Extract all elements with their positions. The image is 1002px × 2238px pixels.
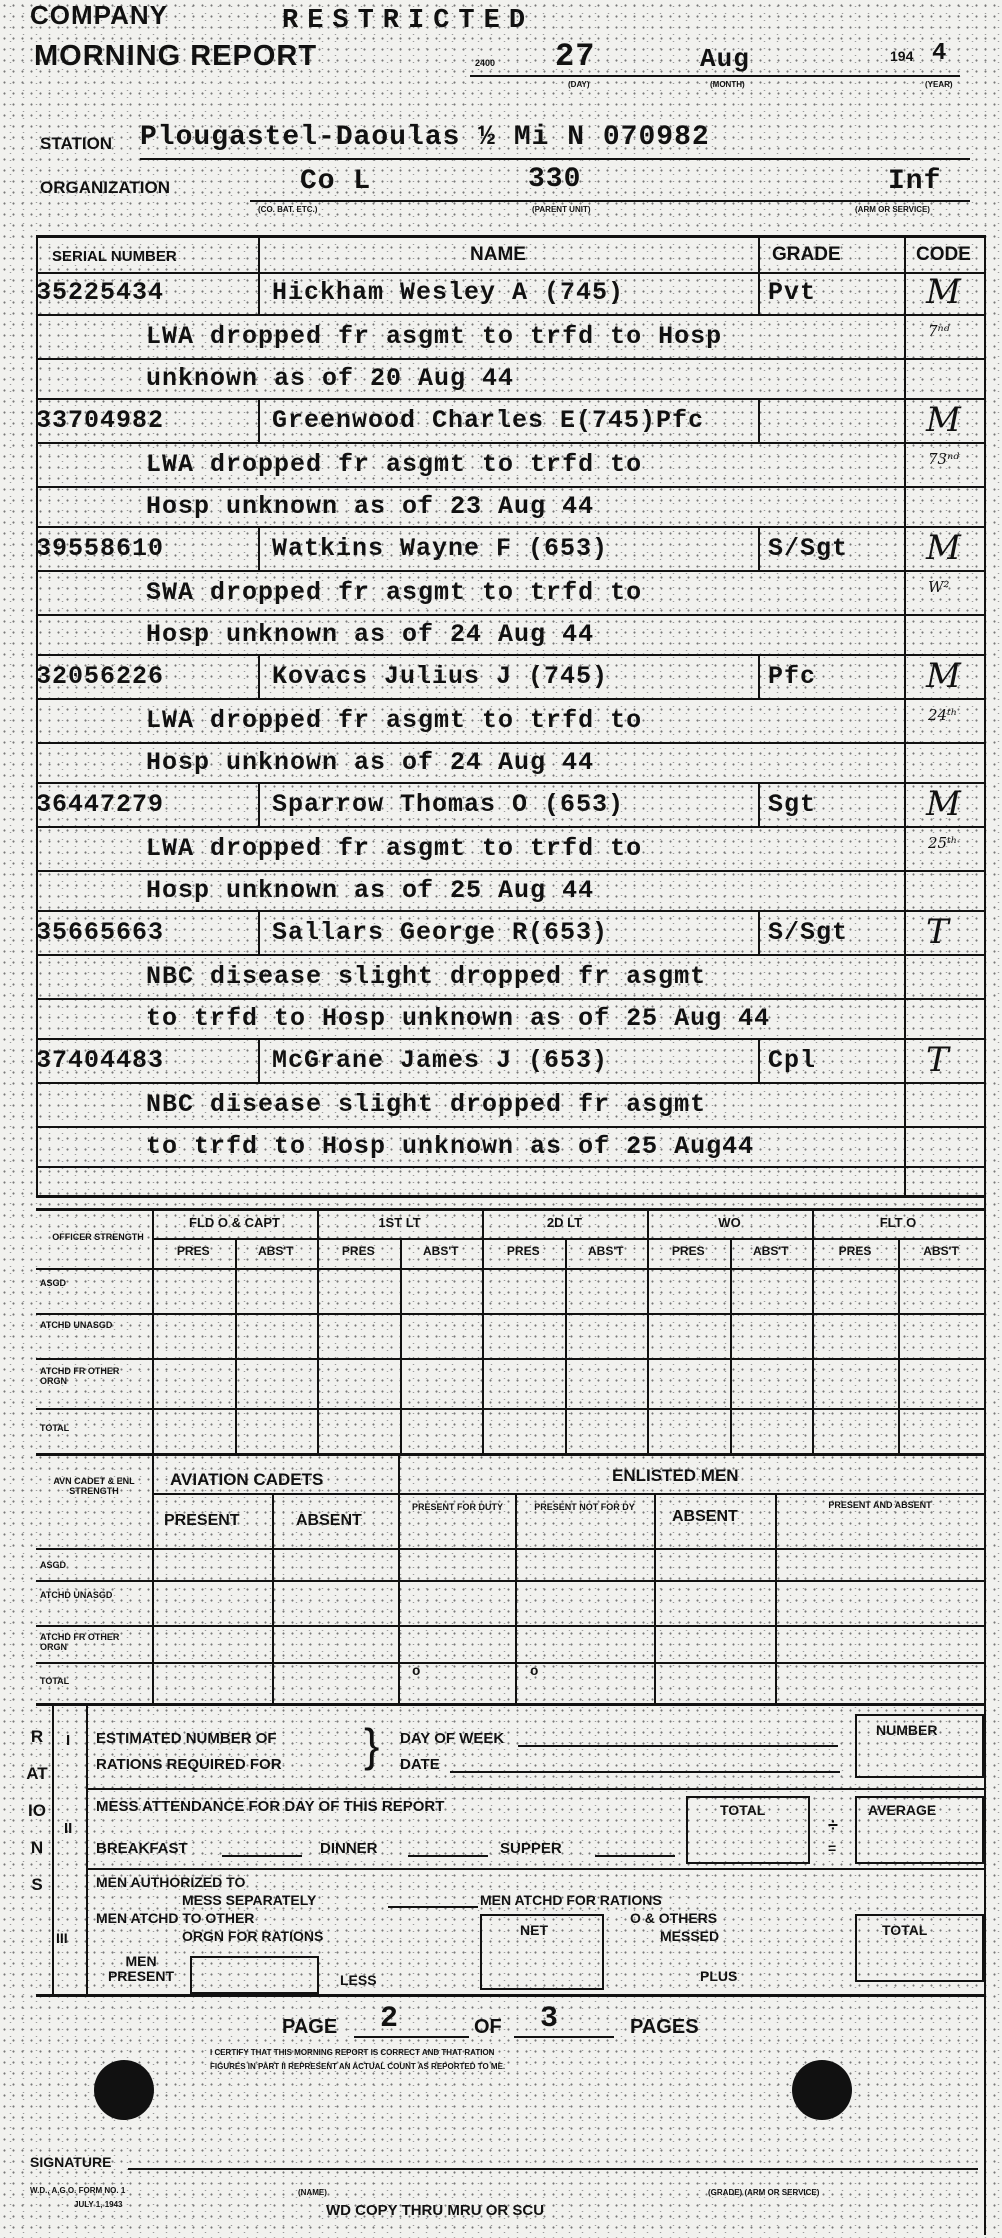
total-mark-pfd: o bbox=[412, 1664, 422, 1680]
entry-divider bbox=[36, 314, 986, 316]
entry-grade: Cpl bbox=[768, 1046, 817, 1075]
report-time: 2400 bbox=[475, 58, 496, 68]
rations-section-ii: II bbox=[64, 1820, 73, 1837]
net-label: NET bbox=[520, 1922, 548, 1938]
men-authorized-label: MEN AUTHORIZED TO bbox=[96, 1874, 246, 1890]
officer-row-divider bbox=[36, 1408, 984, 1410]
name-column-header: NAME bbox=[470, 244, 526, 265]
officer-abst-header: ABS'T bbox=[257, 1244, 294, 1258]
entry-code: T bbox=[926, 912, 949, 952]
entry-note: 24ᵗʰ bbox=[928, 706, 958, 724]
cadet-row-label: ATCHD FR OTHER ORGN bbox=[40, 1632, 120, 1652]
officer-header-divider bbox=[152, 1238, 984, 1240]
entry-grade: Pvt bbox=[768, 278, 817, 307]
entry-remark-line2: to trfd to Hosp unknown as of 25 Aug44 bbox=[146, 1132, 755, 1161]
entry-serial: 33704982 bbox=[36, 406, 165, 435]
entry-name: McGrane James J (653) bbox=[272, 1046, 609, 1075]
name-caption: (NAME) bbox=[298, 2188, 327, 2197]
org-parent-caption: (PARENT UNIT) bbox=[532, 205, 591, 214]
entry-remark-line1: SWA dropped fr asgmt to trfd to bbox=[146, 578, 643, 607]
cadet-row-label: TOTAL bbox=[40, 1676, 70, 1686]
entry-name: Hickham Wesley A (745) bbox=[272, 278, 625, 307]
entry-divider bbox=[36, 998, 986, 1000]
officer-group-divider bbox=[647, 1208, 649, 1453]
cadet-row-labels bbox=[36, 1548, 152, 1703]
total-rations-label: TOTAL bbox=[882, 1922, 928, 1938]
men-atchd-rations-label: MEN ATCHD FOR RATIONS bbox=[480, 1892, 662, 1908]
signature-label: SIGNATURE bbox=[30, 2154, 112, 2170]
entry-divider bbox=[36, 614, 986, 616]
entry-code: T bbox=[926, 1040, 949, 1080]
officer-row-label: ATCHD UNASGD bbox=[40, 1320, 113, 1330]
entry-row bbox=[36, 528, 986, 656]
entry-divider bbox=[36, 486, 986, 488]
officer-pres-header: PRES bbox=[506, 1244, 540, 1258]
station-value: Plougastel-Daoulas ½ Mi N 070982 bbox=[140, 122, 710, 153]
entry-name: Kovacs Julius J (745) bbox=[272, 662, 609, 691]
entry-grade: S/Sgt bbox=[768, 918, 849, 947]
entry-grade: Sgt bbox=[768, 790, 817, 819]
report-day: 27 bbox=[555, 38, 596, 75]
entry-col-divider bbox=[258, 272, 260, 314]
supper-label: SUPPER bbox=[500, 1840, 562, 1857]
enlisted-absent-header: ABSENT bbox=[672, 1508, 738, 1525]
page-label: PAGE bbox=[282, 2016, 338, 2038]
avn-cadet-strength-label: AVN CADET & ENL STRENGTH bbox=[53, 1476, 135, 1496]
entry-serial: 36447279 bbox=[36, 790, 165, 819]
officer-group-header: FLD O & CAPT bbox=[189, 1215, 280, 1230]
org-company: Co L bbox=[300, 166, 372, 197]
entry-remark-line1: LWA dropped fr asgmt to trfd to bbox=[146, 706, 643, 735]
entry-code: M bbox=[926, 272, 961, 312]
report-year-prefix: 194 bbox=[890, 48, 914, 64]
messed-label: MESSED bbox=[660, 1928, 720, 1944]
entry-remark-line2: Hosp unknown as of 25 Aug 44 bbox=[146, 876, 595, 905]
men-atchd-other-label: MEN ATCHD TO OTHER bbox=[96, 1910, 255, 1926]
entry-code: M bbox=[926, 400, 961, 440]
entry-serial: 35665663 bbox=[36, 918, 165, 947]
entry-remark-line2: Hosp unknown as of 24 Aug 44 bbox=[146, 748, 595, 777]
entry-remark-line2: unknown as of 20 Aug 44 bbox=[146, 364, 515, 393]
dinner-label: DINNER bbox=[320, 1840, 378, 1857]
less-label: LESS bbox=[340, 1972, 377, 1988]
entry-col-divider bbox=[758, 784, 760, 826]
aviation-cadets-header: AVIATION CADETS bbox=[170, 1470, 324, 1489]
cadets-present-header: PRESENT bbox=[164, 1512, 240, 1529]
officer-col-divider bbox=[235, 1238, 237, 1453]
entry-name: Greenwood Charles E(745)Pfc bbox=[272, 406, 705, 435]
entry-row bbox=[36, 400, 986, 528]
serial-column-header: SERIAL NUMBER bbox=[52, 248, 177, 265]
entry-row bbox=[36, 912, 986, 1040]
entry-remark-line1: NBC disease slight dropped fr asgmt bbox=[146, 962, 707, 991]
rations-required-label: RATIONS REQUIRED FOR bbox=[96, 1756, 282, 1773]
entry-col-divider bbox=[758, 272, 760, 314]
officer-row-label: TOTAL bbox=[40, 1423, 70, 1433]
company-heading: COMPANY bbox=[30, 0, 168, 30]
entry-divider bbox=[36, 1082, 986, 1084]
entry-row bbox=[36, 656, 986, 784]
org-arm: Inf bbox=[888, 166, 942, 197]
entry-col-divider bbox=[258, 784, 260, 826]
form-number: W.D., A.G.O. FORM NO. 1 bbox=[30, 2186, 126, 2195]
entry-row bbox=[36, 784, 986, 912]
officer-group-header: 2D LT bbox=[546, 1215, 583, 1230]
entry-divider bbox=[36, 954, 986, 956]
entry-divider bbox=[36, 1126, 986, 1128]
entry-divider bbox=[36, 1166, 986, 1168]
enlisted-men-header: ENLISTED MEN bbox=[612, 1466, 739, 1485]
entry-divider bbox=[36, 570, 986, 572]
entry-divider bbox=[36, 698, 986, 700]
entry-col-divider bbox=[258, 528, 260, 570]
rations-section-iii: III bbox=[56, 1930, 68, 1946]
month-caption: (MONTH) bbox=[710, 80, 745, 89]
entry-remark-line2: Hosp unknown as of 24 Aug 44 bbox=[146, 620, 595, 649]
org-arm-caption: (ARM OR SERVICE) bbox=[855, 205, 930, 214]
entry-serial: 32056226 bbox=[36, 662, 165, 691]
officer-abst-header: ABS'T bbox=[422, 1244, 459, 1258]
breakfast-label: BREAKFAST bbox=[96, 1840, 188, 1857]
officer-group-divider bbox=[317, 1208, 319, 1453]
officer-strength-label: OFFICER STRENGTH bbox=[52, 1232, 144, 1242]
year-caption: (YEAR) bbox=[925, 80, 953, 89]
entry-col-divider bbox=[758, 528, 760, 570]
page-number: 2 bbox=[380, 2002, 400, 2036]
restricted-stamp: RESTRICTED bbox=[282, 6, 535, 36]
officer-abst-header: ABS'T bbox=[587, 1244, 624, 1258]
organization-label: ORGANIZATION bbox=[40, 178, 171, 197]
station-label: STATION bbox=[40, 134, 113, 153]
total-mark-pnfd: o bbox=[530, 1664, 540, 1680]
mess-attendance-label: MESS ATTENDANCE FOR DAY OF THIS REPORT bbox=[96, 1798, 445, 1815]
officer-group-header: FLT O bbox=[879, 1215, 917, 1230]
report-month: Aug bbox=[700, 44, 750, 74]
org-parent-unit: 330 bbox=[528, 164, 582, 195]
entry-serial: 35225434 bbox=[36, 278, 165, 307]
entry-col-divider bbox=[258, 1040, 260, 1082]
report-year-digit: 4 bbox=[932, 40, 948, 67]
entry-col-divider bbox=[258, 400, 260, 442]
officer-row-divider bbox=[36, 1358, 984, 1360]
average-label: AVERAGE bbox=[868, 1802, 937, 1818]
officer-group-divider bbox=[812, 1208, 814, 1453]
entry-remark-line1: LWA dropped fr asgmt to trfd to Hosp bbox=[146, 322, 723, 351]
officer-pres-header: PRES bbox=[176, 1244, 210, 1258]
certify-line-1: I CERTIFY THAT THIS MORNING REPORT IS CORRECT AND THAT RATION bbox=[210, 2048, 495, 2057]
officer-group-divider bbox=[482, 1208, 484, 1453]
entry-grade: S/Sgt bbox=[768, 534, 849, 563]
officer-row-label: ASGD bbox=[40, 1278, 67, 1288]
entry-note: W² bbox=[928, 578, 950, 596]
org-company-caption: (CO. BAT. ETC.) bbox=[258, 205, 318, 214]
entry-name: Sallars George R(653) bbox=[272, 918, 609, 947]
entry-code: M bbox=[926, 656, 961, 696]
entry-row bbox=[36, 1040, 986, 1168]
entry-col-divider bbox=[258, 656, 260, 698]
entry-name: Sparrow Thomas O (653) bbox=[272, 790, 625, 819]
entry-divider bbox=[36, 442, 986, 444]
orgn-rations-label: ORGN FOR RATIONS bbox=[182, 1928, 324, 1944]
morning-report-heading: MORNING REPORT bbox=[34, 40, 318, 72]
code-column-header: CODE bbox=[916, 244, 971, 265]
entry-remark-line2: Hosp unknown as of 23 Aug 44 bbox=[146, 492, 595, 521]
total-meals-label: TOTAL bbox=[720, 1802, 766, 1818]
officer-group-header: WO bbox=[718, 1215, 741, 1230]
wd-copy-label: WD COPY THRU MRU OR SCU bbox=[326, 2202, 545, 2219]
entry-col-divider bbox=[258, 912, 260, 954]
estimated-number-label: ESTIMATED NUMBER OF bbox=[96, 1730, 277, 1747]
grade-column-header: GRADE bbox=[772, 244, 841, 265]
officer-row-label: ATCHD FR OTHER ORGN bbox=[40, 1366, 120, 1386]
cadet-row-label: ASGD bbox=[40, 1560, 67, 1570]
officer-col-divider bbox=[400, 1238, 402, 1453]
officer-row-labels bbox=[36, 1208, 152, 1453]
divide-sign: ÷ bbox=[828, 1815, 838, 1835]
officer-pres-header: PRES bbox=[838, 1244, 872, 1258]
entry-col-divider bbox=[758, 400, 760, 442]
of-label: OF bbox=[474, 2016, 502, 2038]
entry-serial: 37404483 bbox=[36, 1046, 165, 1075]
punch-hole-left bbox=[94, 2060, 154, 2120]
pages-label: PAGES bbox=[630, 2016, 699, 2038]
officer-abst-header: ABS'T bbox=[752, 1244, 789, 1258]
entry-grade: Pfc bbox=[768, 662, 817, 691]
morning-report-form: COMPANY RESTRICTED MORNING REPORT 2400 27 Aug 194 4 (DAY) (MONTH) (YEAR) STATION Plougastel-Daoulas ½ Mi N 070982 ORGANIZATION Co L 330 Inf (CO. BAT. ETC.) (PARENT UNIT) (ARM OR SERVICE) SERIAL NUMBER NAME GRADE CODE 35225434 Hickham Wesley A (745) Pvt M LWA dropped fr asgmt to trfd to Hosp unknown as of 20 Aug 44 7ⁿᵈ 33704982 Greenwood Charles E(745)Pfc M LWA dropped fr asgmt to trfd to Hosp unknown as of 23 Aug 44 73ⁿᵈ 39558610 Watkins Wayne F (653) S/Sgt M SWA dropped fr asgmt to trfd to Hosp unknown as of 24 Aug 44 W² 32056226 Kovacs Julius J (745) Pfc M LWA dropped fr asgmt to trfd to Hosp unknown as of 24 Aug 44 24ᵗʰ 36447279 Sparrow Thomas O (653) Sgt M LWA dropped fr asgmt to trfd to Hosp unknown as of 25 Aug 44 25ᵗʰ 35665663 Sallars George R(653) S/Sgt T NBC disease slight dropped fr asgmt to trfd to Hosp unknown as of 25 Aug 44 37404483 McGrane James J (653) Cpl T NBC disease slight dropped fr asgmt to trfd to Hosp unknown as of 25 Aug44 OFFICER STRENGTH FLD O & CAPT PRES ABS'T 1ST LT PRES ABS'T 2D LT PRES ABS'T WO PRES ABS'T FLT O PRES ABS'T ASGD ATCHD UNASGD ATCHD FR OTHER ORGN TOTAL AVN CADET & ENL STRENGTH AVIATION CADETS ENLISTED MEN PRESENT ABSENT PRESENT FOR DUTY PRESENT NOT FOR DY ABSENT PRESENT AND ABSENT ASGD ATCHD UNASGD ATCHD FR OTHER ORGN TOTAL o o RATIONS I II III ESTIMATED NUMBER OF RATIONS REQUIRED FOR } DAY OF WEEK DATE NUMBER MESS ATTENDANCE FOR DAY OF THIS REPORT BREAKFAST DINNER SUPPER TOTAL ÷ = AVERAGE MEN AUTHORIZED TO MESS SEPARATELY MEN ATCHD FOR RATIONS O & OTHERS MESSED MEN ATCHD TO OTHER ORGN FOR RATIONS NET TOTAL MEN PRESENT LESS PLUS PAGE 2 OF 3 PAGES I CERTIFY THAT THIS MORNING REPORT IS CORRECT AND THAT RATION FIGURES IN PART II REPRESENT AN ACTUAL COUNT AS REPORTED TO ME. SIGNATURE W.D., A.G.O. FORM NO. 1 JULY 1, 1943 (NAME) (GRADE) (ARM OR SERVICE) WD COPY THRU MRU OR SCU bbox=[0, 0, 1002, 2238]
entry-serial: 39558610 bbox=[36, 534, 165, 563]
entry-note: 25ᵗʰ bbox=[928, 834, 958, 852]
form-date: JULY 1, 1943 bbox=[74, 2200, 123, 2209]
entry-note: 7ⁿᵈ bbox=[928, 322, 950, 340]
officer-abst-header: ABS'T bbox=[923, 1244, 959, 1258]
officer-pres-header: PRES bbox=[341, 1244, 375, 1258]
certify-line-2: FIGURES IN PART II REPRESENT AN ACTUAL COUNT AS REPORTED TO ME. bbox=[210, 2062, 506, 2071]
grade-caption: (GRADE) (ARM OR SERVICE) bbox=[708, 2188, 820, 2197]
cadets-absent-header: ABSENT bbox=[296, 1512, 362, 1529]
present-not-for-duty-header: PRESENT NOT FOR DY bbox=[534, 1502, 635, 1512]
entry-name: Watkins Wayne F (653) bbox=[272, 534, 609, 563]
rations-section-i: I bbox=[66, 1732, 71, 1749]
officer-row-divider bbox=[36, 1268, 984, 1270]
entry-remark-line1: LWA dropped fr asgmt to trfd to bbox=[146, 450, 643, 479]
officer-col-divider bbox=[730, 1238, 732, 1453]
officer-pres-header: PRES bbox=[671, 1244, 705, 1258]
entry-col-divider bbox=[758, 912, 760, 954]
men-present-box bbox=[190, 1956, 319, 1994]
present-for-duty-header: PRESENT FOR DUTY bbox=[411, 1502, 503, 1512]
number-label: NUMBER bbox=[876, 1722, 938, 1738]
day-caption: (DAY) bbox=[568, 80, 590, 89]
officer-col-divider bbox=[898, 1238, 900, 1453]
men-present-label: MEN PRESENT bbox=[107, 1953, 175, 1984]
entry-col-divider bbox=[758, 1040, 760, 1082]
entry-note: 73ⁿᵈ bbox=[928, 450, 960, 468]
date-label: DATE bbox=[400, 1756, 440, 1773]
cadet-row-label: ATCHD UNASGD bbox=[40, 1590, 113, 1600]
day-of-week-label: DAY OF WEEK bbox=[400, 1730, 505, 1747]
rations-vertical-text: RATIONS bbox=[26, 1727, 48, 1894]
officer-strength-table bbox=[152, 1208, 984, 1453]
entry-divider bbox=[36, 358, 986, 360]
punch-hole-right bbox=[792, 2060, 852, 2120]
total-pages: 3 bbox=[540, 2002, 560, 2036]
officer-row-divider bbox=[36, 1313, 984, 1315]
entry-code: M bbox=[926, 784, 961, 824]
entry-divider bbox=[36, 826, 986, 828]
entry-divider bbox=[36, 870, 986, 872]
present-and-absent-header: PRESENT AND ABSENT bbox=[828, 1500, 932, 1510]
entries-list bbox=[36, 272, 986, 1172]
plus-label: PLUS bbox=[700, 1968, 738, 1984]
entry-divider bbox=[36, 742, 986, 744]
officer-group-header: 1ST LT bbox=[378, 1215, 421, 1230]
officer-col-divider bbox=[565, 1238, 567, 1453]
entry-col-divider bbox=[758, 656, 760, 698]
mess-separately-label: MESS SEPARATELY bbox=[182, 1892, 317, 1908]
o-others-label: O & OTHERS bbox=[630, 1910, 718, 1926]
entry-code: M bbox=[926, 528, 961, 568]
entry-remark-line1: LWA dropped fr asgmt to trfd to bbox=[146, 834, 643, 863]
entry-remark-line2: to trfd to Hosp unknown as of 25 Aug 44 bbox=[146, 1004, 771, 1033]
entry-row bbox=[36, 272, 986, 400]
entry-remark-line1: NBC disease slight dropped fr asgmt bbox=[146, 1090, 707, 1119]
equals-sign: = bbox=[828, 1840, 837, 1856]
rations-side-label bbox=[20, 1718, 52, 1988]
